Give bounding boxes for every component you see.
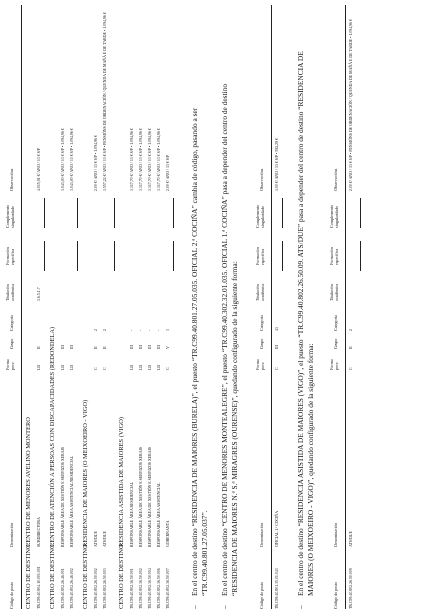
cell-gr: III	[70, 345, 74, 349]
cell-den: ATS/DUE	[94, 531, 98, 547]
cell-cat: 2	[349, 329, 353, 331]
cell-gr: III	[130, 345, 134, 349]
cell-fp: LD	[139, 364, 143, 370]
table-row	[130, 5, 136, 609]
cell-gr: III	[61, 345, 65, 349]
blank-line	[282, 198, 283, 228]
table-row	[275, 5, 281, 609]
cell-fp: C	[166, 367, 170, 370]
cell-cat: -	[148, 329, 152, 331]
cell-den: RESPONSABLE ÁREA DE XESTIÓN E SERVIZOS XERAIS	[139, 447, 143, 547]
list-dash: –	[190, 605, 199, 609]
cell-gr: III	[139, 345, 143, 349]
centro-destino-3	[82, 5, 91, 609]
cell-obs: 1.00 €/ ANO / 13 € S/P • 592,29 €	[275, 138, 279, 191]
cell-cat: 3	[166, 329, 170, 331]
header-titulacion: Titulación académica	[255, 283, 265, 301]
cell-fp: C	[349, 367, 353, 370]
cell-code: TR.C99.40.802.36.50.004	[148, 568, 152, 609]
header-forma-prov: Forma prov.	[5, 359, 15, 370]
cell-den: RESPONSABLE ÁREA DE XESTIÓN E SERVIZOS XERAIS	[148, 447, 152, 547]
cell-gr: II	[103, 346, 107, 349]
blank-line	[173, 198, 174, 228]
centro-label: CENTRO DE DESTINO:	[82, 542, 89, 609]
cell-gr: II	[349, 346, 353, 349]
cell-fp: C	[94, 367, 98, 370]
cell-den: GOBERNANTA	[166, 520, 170, 547]
blank-line	[44, 241, 45, 271]
header-rule	[345, 5, 346, 609]
centro-name: RESIDENCIA DE MAIORES (O MEIXOEIRO - VIGO)	[82, 399, 89, 547]
cell-code: TR.C99.40.802.26.46.001	[61, 568, 65, 609]
blank-line	[360, 198, 361, 228]
header-grupo: Grupo	[333, 338, 338, 349]
cell-gr: III	[148, 345, 152, 349]
blank-line	[114, 241, 115, 271]
header-formacion: Formación específica	[5, 247, 15, 265]
cell-gr: III	[275, 345, 279, 349]
cell-den: RESPONSABLE ÁREA ASISTENCIAL	[157, 482, 161, 547]
header-denominacion: Denominación	[333, 522, 338, 547]
table2-header	[256, 5, 270, 609]
cell-den: RESPONSABLE ÁREA RESIDENCIAL	[130, 481, 134, 547]
table-row	[148, 5, 154, 609]
cell-cat: 43	[275, 327, 279, 331]
centro-name: RESIDENCIA ASISTIDA DE MAIORES (VIGO)	[118, 417, 125, 547]
cell-gr: III	[157, 345, 161, 349]
cell-fp: C	[275, 367, 279, 370]
header-formacion: Formación específica	[255, 247, 265, 265]
table-row	[37, 5, 43, 609]
centro-label: CENTRO DE DESTINO:	[49, 542, 56, 609]
cell-den: ATS/DUE	[349, 531, 353, 547]
table-row	[139, 5, 145, 609]
cell-den: SUBDIRECTORA	[37, 517, 41, 547]
cell-code: TR.C99.40.802.36.50.001	[130, 568, 134, 609]
header-denominacion: Denominación	[259, 522, 264, 547]
blank-line	[173, 241, 174, 271]
cell-obs: 3.317,70 €/ ANO / 13 € S/P • 1.094,96 €	[148, 128, 152, 191]
header-codigo: Código do posto	[333, 581, 338, 609]
cell-obs: 3.317,70 €/ ANO / 13 € S/P • 1.094,96 €	[139, 128, 143, 191]
blank-line	[360, 241, 361, 271]
cell-gr: II	[94, 346, 98, 349]
centro-name: CENTRO DE MENORES AVELINO MONTERO	[25, 417, 32, 547]
paragraph-burela	[190, 49, 212, 609]
table-row	[157, 5, 163, 609]
header-grupo: Grupo	[9, 338, 14, 349]
header-codigo: Código do posto	[259, 581, 264, 609]
header-rule	[21, 5, 22, 609]
header-observacions: Observacións	[9, 168, 14, 191]
header-categoria: Categoría	[259, 315, 264, 331]
cell-obs: 3.317,70 €/ ANO / 13 € S/P • 1.094,96 €	[157, 128, 161, 191]
header-observacions: Observacións	[259, 168, 264, 191]
cell-fp: LD	[37, 364, 41, 370]
table1-header	[6, 5, 20, 609]
table-row	[70, 5, 76, 609]
cell-tit: 1.6.5.1.7	[37, 287, 41, 301]
centro-destino-1	[25, 5, 34, 609]
blank-line	[77, 241, 78, 271]
cell-obs: 3.043,00 €/ ANO / 13 € S/P • 1.094,96 €	[61, 128, 65, 191]
cell-obs: 2.00 €/ ANO / 13 € S/P • 1.094,96 €	[94, 135, 98, 191]
cell-fp: LD	[148, 364, 152, 370]
cell-code: TR.C99.40.802.36.50.007	[166, 568, 170, 609]
cell-code: TR.C99.40.802.26.50.002	[94, 568, 98, 609]
cell-cat: -	[157, 329, 161, 331]
paragraph-text: En el centro de destino “CENTRO DE MENORES MONTEALEGRE”, el puesto “TR.C99.40.302.32.01.035. OFICIAL 1.ª COCIÑA” pasa a depender del centro de destino “RESIDENCIA DE MAIORES N.ª S.ª MIRAGRES (OURENSE)”, quedando configurado de la siguiente forma:	[220, 83, 240, 596]
cell-cat: -	[139, 329, 143, 331]
table-row	[94, 5, 100, 609]
cell-cat: 2	[94, 329, 98, 331]
table-row	[61, 5, 67, 609]
cell-fp: LD	[130, 364, 134, 370]
header-formacion: Formación específica	[329, 247, 339, 265]
cell-code: TR.C99.40.802.26.46.002	[70, 568, 74, 609]
cell-den: ATS/DUE	[103, 531, 107, 547]
cell-cat: 2	[103, 329, 107, 331]
cell-obs: 2.00 €/ ANO / 13 € S/P • PENSIÓNS DE ORDENACIÓN / QUENDA DE MAÑÁ E DE TARDE • 1.094,96 €	[349, 19, 353, 191]
header-complemento: Complemento singularidade	[5, 204, 15, 228]
cell-fp: LD	[61, 364, 65, 370]
cell-gr: II	[37, 346, 41, 349]
header-complemento: Complemento singularidade	[329, 204, 339, 228]
cell-obs: 1.557,22 €/ ANO / 13 € S/P • PENSIÓNS DE ORDENACIÓN / QUENDA DE MAÑÁ E DE TARDE • 1.094,96 €	[103, 12, 107, 191]
centro-label: CENTRO DE DESTINO:	[25, 542, 32, 609]
header-observacions: Observacións	[333, 168, 338, 191]
paragraph-vigo	[296, 49, 318, 609]
header-categoria: Categoría	[9, 315, 14, 331]
cell-code: TR.C99.40.801.35.01.043	[275, 568, 279, 609]
paragraph-text: En el centro de destino “RESIDENCIA DE MAIORES (BURELA)”, el puesto “TR.C99.40.801.27.05.035. OFICIAL 2.ª COCIÑA” cambia de código, pasando a ser “TR.C99.40.801.27.05.037”.	[190, 107, 210, 596]
table-row	[166, 5, 172, 609]
cell-code: TR.C99.40.804.10.001.001	[37, 566, 41, 609]
cell-code: TR.C99.40.802.26.50.009	[349, 568, 353, 609]
cell-obs: 3.317,70 €/ ANO / 13 € S/P • 1.094,96 €	[130, 128, 134, 191]
header-categoria: Categoría	[333, 315, 338, 331]
table-row	[349, 5, 359, 609]
cell-code: TR.C99.40.802.36.50.006	[157, 568, 161, 609]
header-complemento: Complemento singularidade	[255, 204, 265, 228]
centro-destino-2	[49, 5, 58, 609]
paragraph-montealegre	[220, 49, 242, 609]
cell-den: RESPONSABLE ÁREA ASISTENCIAL/RESIDENCIAL	[70, 455, 74, 547]
header-codigo: Código do posto	[9, 581, 14, 609]
cell-cat: -	[130, 329, 134, 331]
header-grupo: Grupo	[259, 338, 264, 349]
blank-line	[44, 198, 45, 228]
paragraph-text: En el centro de destino “RESIDENCIA ASISTIDA DE MAIORES (VIGO)”, el puesto “TR.C99.40.802.26.50.09. ATS/DUE” pasa a depender del centro de destino “RESIDENCIA DE MAIORES (O MEIXOEIRO - VIGO)”, quedando configurado de la siguiente forma:	[296, 51, 316, 596]
centro-name: CENTRO DE ATENCIÓN A PERSOAS CON DISCAPACIDADES (REDONDELA)	[49, 326, 56, 547]
list-dash: –	[220, 605, 229, 609]
header-titulacion: Titulación académica	[329, 283, 339, 301]
header-denominacion: Denominación	[9, 522, 14, 547]
blank-line	[114, 198, 115, 228]
header-rule	[271, 5, 272, 609]
list-dash: –	[296, 605, 305, 609]
table3-header	[330, 5, 344, 609]
cell-den: RESPONSABLE ÁREA DE XESTIÓN E SERVIZOS XERAIS	[61, 447, 65, 547]
cell-obs: 3.043,00 €/ ANO / 13 € S/P • 1.094,96 €	[70, 128, 74, 191]
cell-code: TR.C99.40.802.36.50.002	[139, 568, 143, 609]
header-forma-prov: Forma prov.	[255, 359, 265, 370]
cell-fp: C	[103, 367, 107, 370]
cell-code: TR.C99.40.802.26.50.003	[103, 568, 107, 609]
header-forma-prov: Forma prov.	[329, 359, 339, 370]
blank-line	[77, 198, 78, 228]
cell-obs: 4.015,91 €/ ANO / 13 € S/P	[37, 147, 41, 191]
cell-fp: LD	[70, 364, 74, 370]
table-row	[103, 5, 113, 609]
centro-destino-4	[118, 5, 127, 609]
cell-fp: LD	[157, 364, 161, 370]
cell-obs: 2.00 €/ ANO / 13 € S/P	[166, 154, 170, 191]
header-titulacion: Titulación académica	[5, 283, 15, 301]
blank-line	[282, 241, 283, 271]
centro-label: CENTRO DE DESTINO:	[118, 542, 125, 609]
cell-den: OFICIAL 1.ª COCIÑA	[275, 510, 279, 547]
cell-gr: V	[166, 346, 170, 349]
